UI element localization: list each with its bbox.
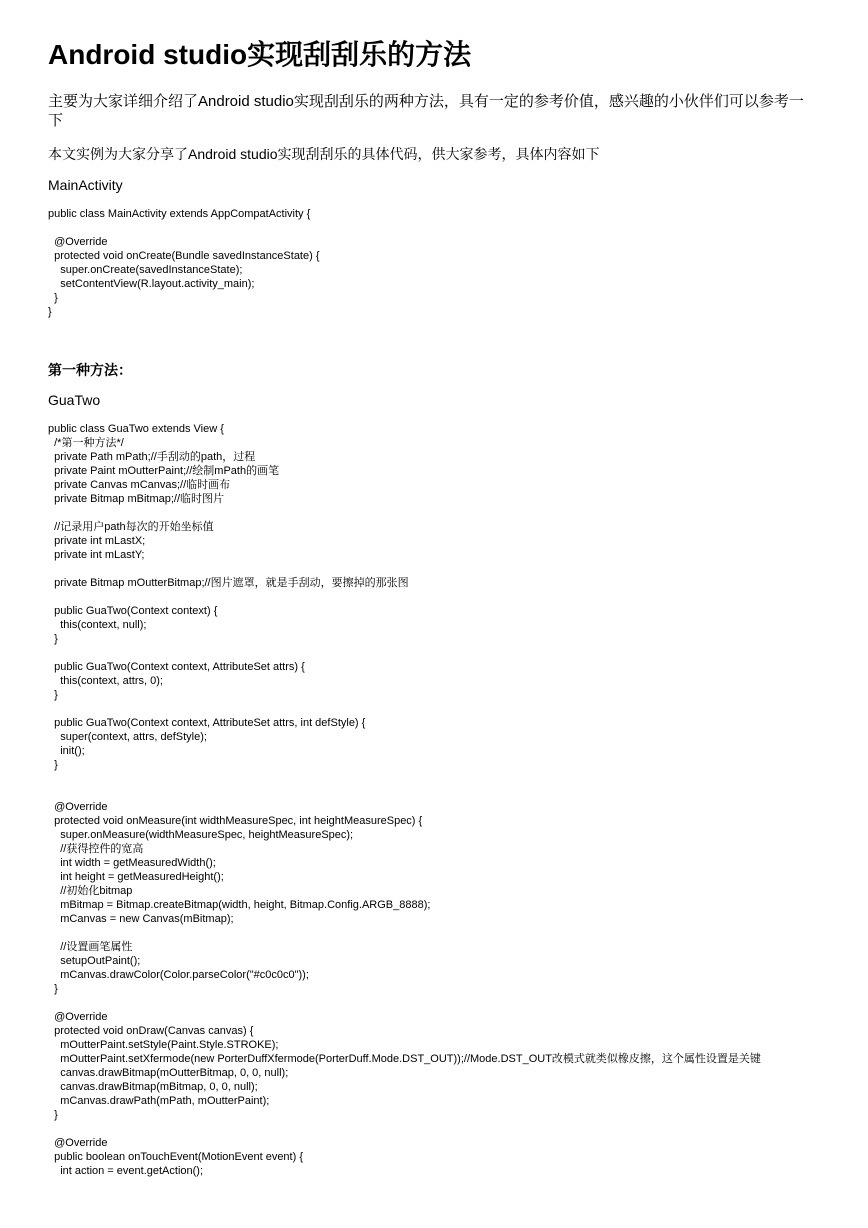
code-line: } bbox=[48, 292, 58, 304]
code-line: private Paint mOutterPaint;//绘制mPath的画笔 bbox=[48, 465, 280, 477]
code-line: mCanvas.drawColor(Color.parseColor("#c0c0c0")); bbox=[48, 969, 309, 981]
article-intro: 主要为大家详细介绍了Android studio实现刮刮乐的两种方法，具有一定的参考价值，感兴趣的小伙伴们可以参考一下 bbox=[48, 93, 804, 129]
code-line: protected void onMeasure(int widthMeasureSpec, int heightMeasureSpec) { bbox=[48, 815, 423, 827]
code-line: super.onCreate(savedInstanceState); bbox=[48, 264, 243, 276]
code-line: public boolean onTouchEvent(MotionEvent event) { bbox=[48, 1151, 303, 1163]
section-label-mainactivity: MainActivity bbox=[48, 177, 123, 193]
code-line: } bbox=[48, 633, 58, 645]
code-line: //获得控件的宽高 bbox=[48, 843, 144, 855]
section-label-guatwo: GuaTwo bbox=[48, 392, 101, 408]
code-line: @Override bbox=[48, 236, 108, 248]
code-line: canvas.drawBitmap(mBitmap, 0, 0, null); bbox=[48, 1081, 258, 1093]
code-line: setupOutPaint(); bbox=[48, 955, 141, 967]
code-line bbox=[48, 926, 761, 940]
code-line: private Bitmap mBitmap;//临时图片 bbox=[48, 493, 225, 505]
code-line: setContentView(R.layout.activity_main); bbox=[48, 278, 255, 290]
code-line bbox=[48, 562, 761, 576]
code-line: @Override bbox=[48, 801, 108, 813]
code-line: mBitmap = Bitmap.createBitmap(width, height, Bitmap.Config.ARGB_8888); bbox=[48, 899, 431, 911]
code-line: //初始化bitmap bbox=[48, 885, 133, 897]
article-lead: 本文实例为大家分享了Android studio实现刮刮乐的具体代码，供大家参考，具体内容如下 bbox=[48, 146, 600, 162]
code-line: protected void onDraw(Canvas canvas) { bbox=[48, 1025, 254, 1037]
code-line: mCanvas = new Canvas(mBitmap); bbox=[48, 913, 234, 925]
code-line: } bbox=[48, 306, 52, 318]
code-line: int width = getMeasuredWidth(); bbox=[48, 857, 216, 869]
code-line bbox=[48, 702, 761, 716]
code-line: this(context, null); bbox=[48, 619, 147, 631]
code-line: this(context, attrs, 0); bbox=[48, 675, 163, 687]
section-heading-method-one: 第一种方法： bbox=[48, 362, 132, 378]
code-line: super(context, attrs, defStyle); bbox=[48, 731, 207, 743]
code-line bbox=[48, 506, 761, 520]
code-line: public GuaTwo(Context context) { bbox=[48, 605, 218, 617]
article-title: Android studio实现刮刮乐的方法 bbox=[48, 39, 472, 70]
code-line: } bbox=[48, 1109, 58, 1121]
code-line: super.onMeasure(widthMeasureSpec, heightMeasureSpec); bbox=[48, 829, 354, 841]
code-line: public GuaTwo(Context context, AttributeSet attrs, int defStyle) { bbox=[48, 717, 366, 729]
code-block-mainactivity bbox=[48, 207, 320, 319]
code-line: init(); bbox=[48, 745, 85, 757]
code-line: } bbox=[48, 983, 58, 995]
code-line bbox=[48, 996, 761, 1010]
code-line: public GuaTwo(Context context, AttributeSet attrs) { bbox=[48, 661, 305, 673]
code-line: private int mLastX; bbox=[48, 535, 146, 547]
code-line: protected void onCreate(Bundle savedInstanceState) { bbox=[48, 250, 320, 262]
code-line: private Bitmap mOutterBitmap;//图片遮罩，就是手刮动，要擦掉的那张图 bbox=[48, 577, 409, 589]
code-line: private Canvas mCanvas;//临时画布 bbox=[48, 479, 231, 491]
code-line: //设置画笔属性 bbox=[48, 941, 133, 953]
code-line: mOutterPaint.setStyle(Paint.Style.STROKE); bbox=[48, 1039, 279, 1051]
code-line bbox=[48, 1122, 761, 1136]
code-line bbox=[48, 786, 761, 800]
code-line bbox=[48, 646, 761, 660]
code-line bbox=[48, 772, 761, 786]
code-line bbox=[48, 221, 320, 235]
code-line: @Override bbox=[48, 1011, 108, 1023]
code-line: int height = getMeasuredHeight(); bbox=[48, 871, 224, 883]
code-line: mCanvas.drawPath(mPath, mOutterPaint); bbox=[48, 1095, 270, 1107]
code-line bbox=[48, 590, 761, 604]
code-line: @Override bbox=[48, 1137, 108, 1149]
code-line: } bbox=[48, 759, 58, 771]
code-line: private int mLastY; bbox=[48, 549, 145, 561]
code-block-guatwo bbox=[48, 422, 761, 1178]
code-line: //记录用户path每次的开始坐标值 bbox=[48, 521, 214, 533]
code-line: private Path mPath;//手刮动的path，过程 bbox=[48, 451, 256, 463]
code-line: } bbox=[48, 689, 58, 701]
code-line: /*第一种方法*/ bbox=[48, 437, 124, 449]
code-line: public class GuaTwo extends View { bbox=[48, 423, 224, 435]
code-line: int action = event.getAction(); bbox=[48, 1165, 203, 1177]
code-line: public class MainActivity extends AppCompatActivity { bbox=[48, 208, 311, 220]
code-line: mOutterPaint.setXfermode(new PorterDuffXfermode(PorterDuff.Mode.DST_OUT));//Mode.DST_OUT改模式就类似橡皮擦，这个属性设置是关键 bbox=[48, 1053, 761, 1065]
code-line: canvas.drawBitmap(mOutterBitmap, 0, 0, null); bbox=[48, 1067, 289, 1079]
